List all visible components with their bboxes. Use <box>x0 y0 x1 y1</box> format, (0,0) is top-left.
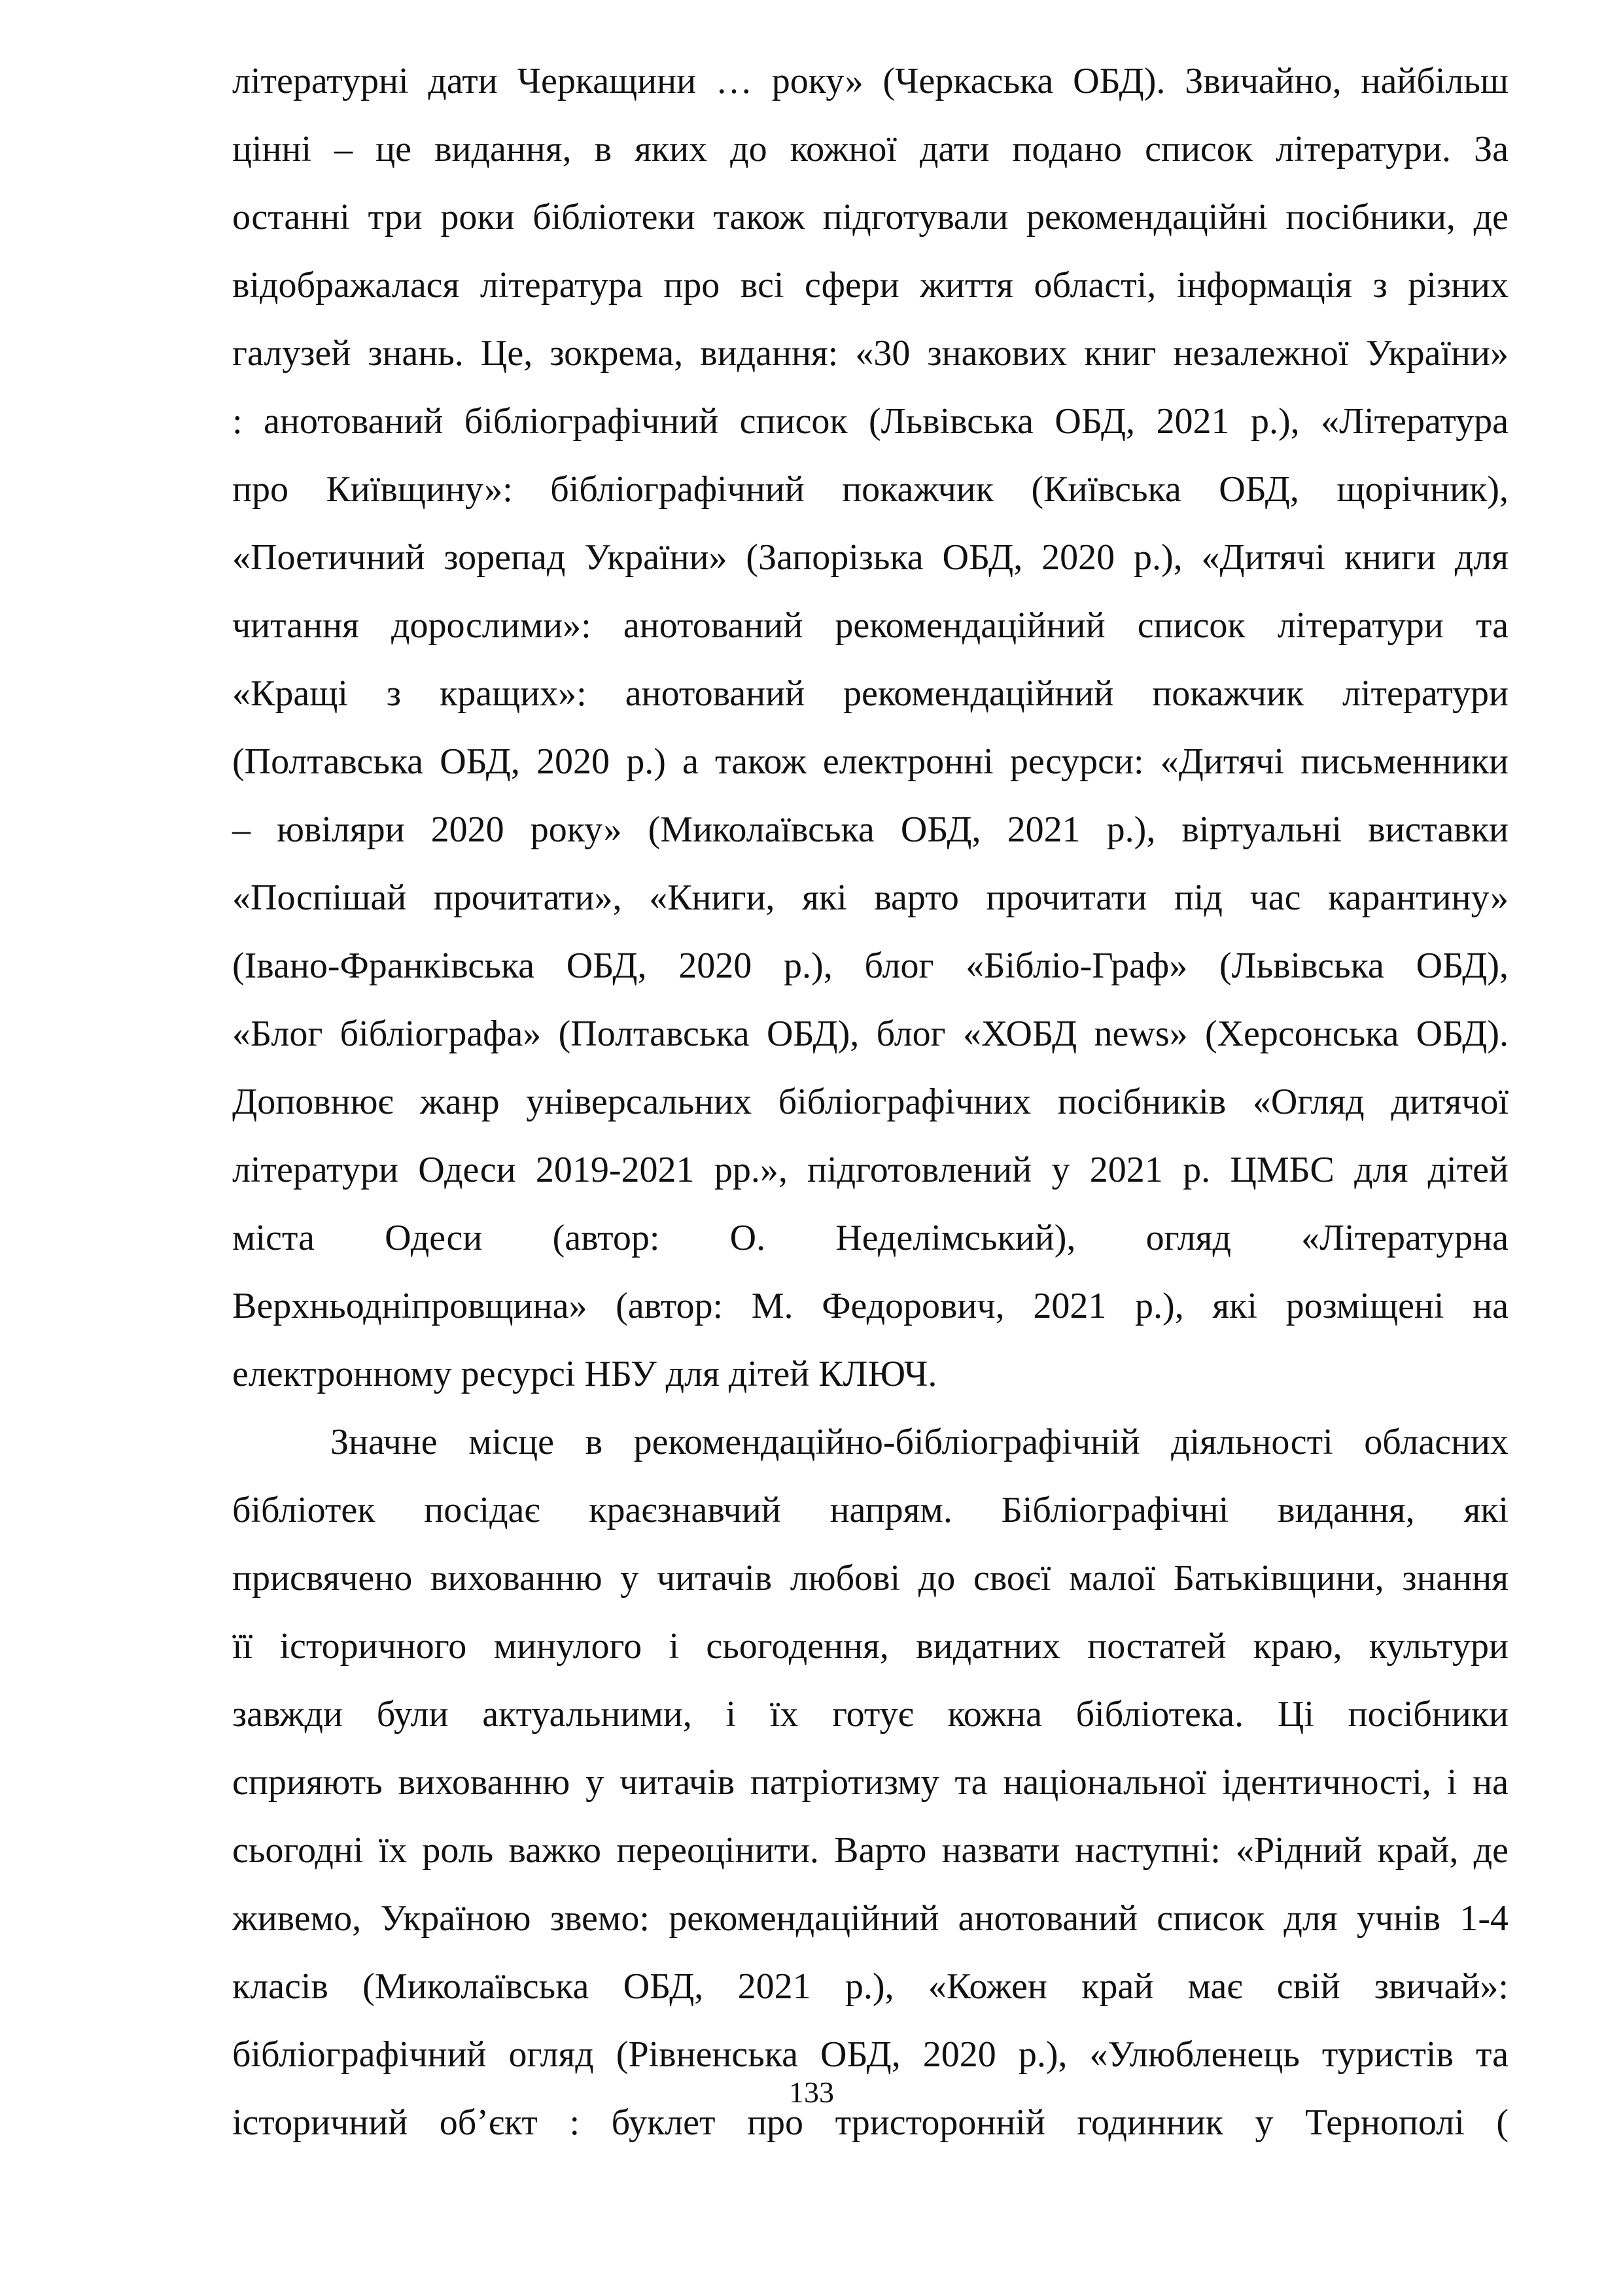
text-line: Доповнює жанр універсальних бібліографічних посібників «Огляд дитячої <box>232 1082 1509 1122</box>
text-line: «Поетичний зорепад України» (Запорізька ОБД, 2020 р.), «Дитячі книги для <box>232 537 1509 578</box>
text-line: (Івано-Франківська ОБД, 2020 р.), блог «Бібліо-Граф» (Львівська ОБД), <box>232 945 1509 986</box>
text-line: сприяють вихованню у читачів патріотизму та національної ідентичності, і на <box>232 1762 1509 1803</box>
text-line: міста Одеси (автор: О. Неделімський), огляд «Літературна <box>232 1218 1509 1258</box>
text-line: останні три роки бібліотеки також підготували рекомендаційні посібники, де <box>232 197 1509 238</box>
page-number: 133 <box>789 2075 834 2109</box>
text-line: літературні дати Черкащини … року» (Черкаська ОБД). Звичайно, найбільш <box>232 61 1509 101</box>
text-line: бібліотек посідає краєзнавчий напрям. Бібліографічні видання, які <box>232 1490 1509 1530</box>
text-line: історичний об’єкт : буклет про тристоронній годинник у Тернополі ( <box>232 2102 1509 2143</box>
text-line: Верхньодніпровщина» (автор: М. Федорович, 2021 р.), які розміщені на <box>232 1286 1509 1326</box>
text-line: «Блог бібліографа» (Полтавська ОБД), блог «ХОБД news» (Херсонська ОБД). <box>232 1014 1509 1054</box>
body-text <box>232 47 1509 2157</box>
text-line: живемо, Україною звемо: рекомендаційний анотований список для учнів 1-4 <box>232 1898 1509 1939</box>
text-line: присвячено вихованню у читачів любові до своєї малої Батьківщини, знання <box>232 1558 1509 1598</box>
text-line: галузей знань. Це, зокрема, видання: «30 знакових книг незалежної України» <box>232 333 1509 374</box>
paragraph-end-line: електронному ресурсі НБУ для дітей КЛЮЧ. <box>232 1354 937 1394</box>
text-line: класів (Миколаївська ОБД, 2021 р.), «Кожен край має свій звичай»: <box>232 1966 1509 2007</box>
text-line: про Київщину»: бібліографічний покажчик (Київська ОБД, щорічник), <box>232 469 1509 510</box>
text-line: : анотований бібліографічний список (Львівська ОБД, 2021 р.), «Література <box>232 401 1509 442</box>
text-line: цінні – це видання, в яких до кожної дати подано список літератури. За <box>232 129 1509 169</box>
text-line: (Полтавська ОБД, 2020 р.) а також електронні ресурси: «Дитячі письменники <box>232 741 1509 782</box>
text-line: сьогодні їх роль важко переоцінити. Варто назвати наступні: «Рідний край, де <box>232 1830 1509 1871</box>
text-line: «Поспішай прочитати», «Книги, які варто прочитати під час карантину» <box>232 877 1509 918</box>
text-line: «Кращі з кращих»: анотований рекомендаційний покажчик літератури <box>232 673 1509 714</box>
text-line: відображалася література про всі сфери життя області, інформація з різних <box>232 265 1509 306</box>
paragraph-first-line: Значне місце в рекомендаційно-бібліографічній діяльності обласних <box>330 1422 1509 1462</box>
text-line: завжди були актуальними, і їх готує кожна бібліотека. Ці посібники <box>232 1694 1509 1735</box>
text-line: її історичного минулого і сьогодення, видатних постатей краю, культури <box>232 1626 1509 1667</box>
text-line: літератури Одеси 2019-2021 рр.», підготовлений у 2021 р. ЦМБС для дітей <box>232 1150 1509 1190</box>
text-line: читання дорослими»: анотований рекомендаційний список літератури та <box>232 605 1509 646</box>
text-line: бібліографічний огляд (Рівненська ОБД, 2020 р.), «Улюбленець туристів та <box>232 2034 1509 2075</box>
text-line: – ювіляри 2020 року» (Миколаївська ОБД, 2021 р.), віртуальні виставки <box>232 809 1509 850</box>
